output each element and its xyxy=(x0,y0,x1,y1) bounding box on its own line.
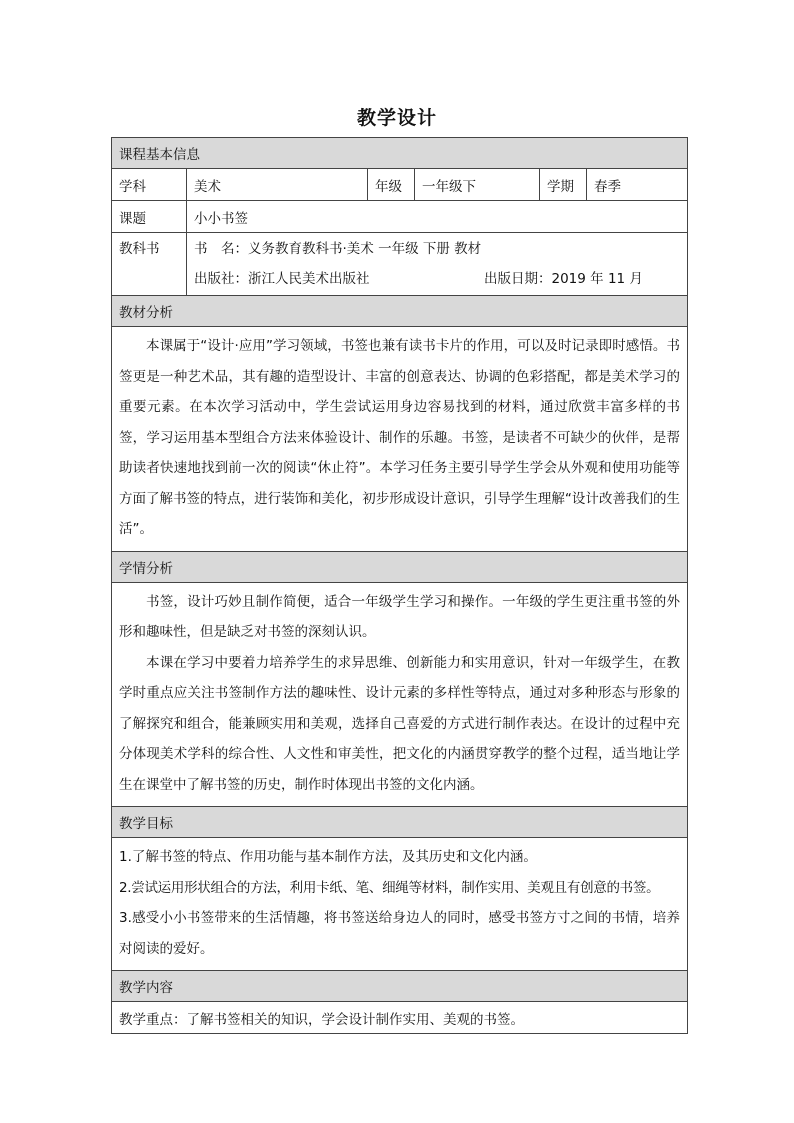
publication-date: 出版日期：2019 年 11 月 xyxy=(484,271,643,287)
topic-value: 小小书签 xyxy=(187,201,688,233)
subject-label: 学科 xyxy=(112,169,187,201)
material-analysis-row xyxy=(112,327,688,552)
lesson-plan-table xyxy=(111,137,688,1034)
grade-label: 年级 xyxy=(368,169,415,201)
subject-value: 美术 xyxy=(187,169,368,201)
grade-value: 一年级下 xyxy=(415,169,540,201)
objectives-cell xyxy=(112,838,688,971)
objective-item: 1.了解书签的特点、作用功能与基本制作方法，及其历史和文化内涵。 xyxy=(119,849,537,865)
section-header-material-analysis xyxy=(112,296,688,327)
publisher: 出版社：浙江人民美术出版社 xyxy=(194,271,370,287)
student-analysis-cell xyxy=(112,582,688,807)
info-row xyxy=(112,169,688,201)
topic-row xyxy=(112,201,688,233)
section-header-student-analysis xyxy=(112,551,688,582)
book-name-line: 书 名：义务教育教科书·美术 一年级 下册 教材 xyxy=(194,241,482,257)
material-analysis-text: 本课属于“设计·应用”学习领域，书签也兼有读书卡片的作用，可以及时记录即时感悟。书签更是一种艺术品，其有趣的造型设计、丰富的创意表达、协调的色彩搭配，都是美术学习的重要元素。在本次学习活动中，学生尝试运用身边容易找到的材料，通过欣赏丰富多样的书签，学习运用基本型组合方法来体验设计、制作的乐趣。书签，是读者不可缺少的伙伴，是帮助读者快速地找到前一次的阅读“休止符”。本学习任务主要引导学生学会从外观和使用功能等方面了解书签的特点，进行装饰和美化，初步形成设计意识，引导学生理解“设计改善我们的生活”。 xyxy=(119,338,680,537)
section-header-content xyxy=(112,971,688,1002)
textbook-label-text: 教科书 xyxy=(119,241,160,257)
section-title: 课程基本信息 xyxy=(112,138,688,169)
section-title: 教学内容 xyxy=(112,971,688,1002)
objective-item: 3.感受小小书签带来的生活情趣，将书签送给身边人的同时，感受书签方寸之间的书情，培养对阅读的爱好。 xyxy=(119,910,680,957)
objective-item: 2.尝试运用形状组合的方法，利用卡纸、笔、细绳等材料，制作实用、美观且有创意的书签。 xyxy=(119,879,660,896)
section-header-basic-info xyxy=(112,138,688,169)
material-analysis-cell xyxy=(112,327,688,552)
section-title: 学情分析 xyxy=(112,551,688,582)
term-label: 学期 xyxy=(540,169,587,201)
content-key-point: 教学重点：了解书签相关的知识，学会设计制作实用、美观的书签。 xyxy=(112,1002,688,1034)
textbook-label xyxy=(112,233,187,296)
textbook-details xyxy=(187,233,688,296)
objectives-row xyxy=(112,838,688,971)
topic-label: 课题 xyxy=(112,201,187,233)
section-title: 教学目标 xyxy=(112,807,688,838)
section-header-objectives xyxy=(112,807,688,838)
term-value: 春季 xyxy=(587,169,688,201)
page-title: 教学设计 xyxy=(356,107,437,129)
content-row xyxy=(112,1002,688,1034)
student-analysis-paragraph-2: 本课在学习中要着力培养学生的求异思维、创新能力和实用意识，针对一年级学生，在教学时重点应关注书签制作方法的趣味性、设计元素的多样性等特点，通过对多种形态与形象的了解探究和组合，能兼顾实用和美观，选择自己喜爱的方式进行制作表达。在设计的过程中充分体现美术学科的综合性、人文性和审美性，把文化的内涵贯穿教学的整个过程，适当地让学生在课堂中了解书签的历史，制作时体现出书签的文化内涵。 xyxy=(119,654,680,793)
student-analysis-row xyxy=(112,582,688,807)
publisher-info-line xyxy=(194,264,680,294)
student-analysis-paragraph-1: 书签，设计巧妙且制作简便，适合一年级学生学习和操作。一年级的学生更注重书签的外形和趣味性，但是缺乏对书签的深刻认识。 xyxy=(119,593,680,640)
textbook-row xyxy=(112,233,688,296)
section-title: 教材分析 xyxy=(112,296,688,327)
